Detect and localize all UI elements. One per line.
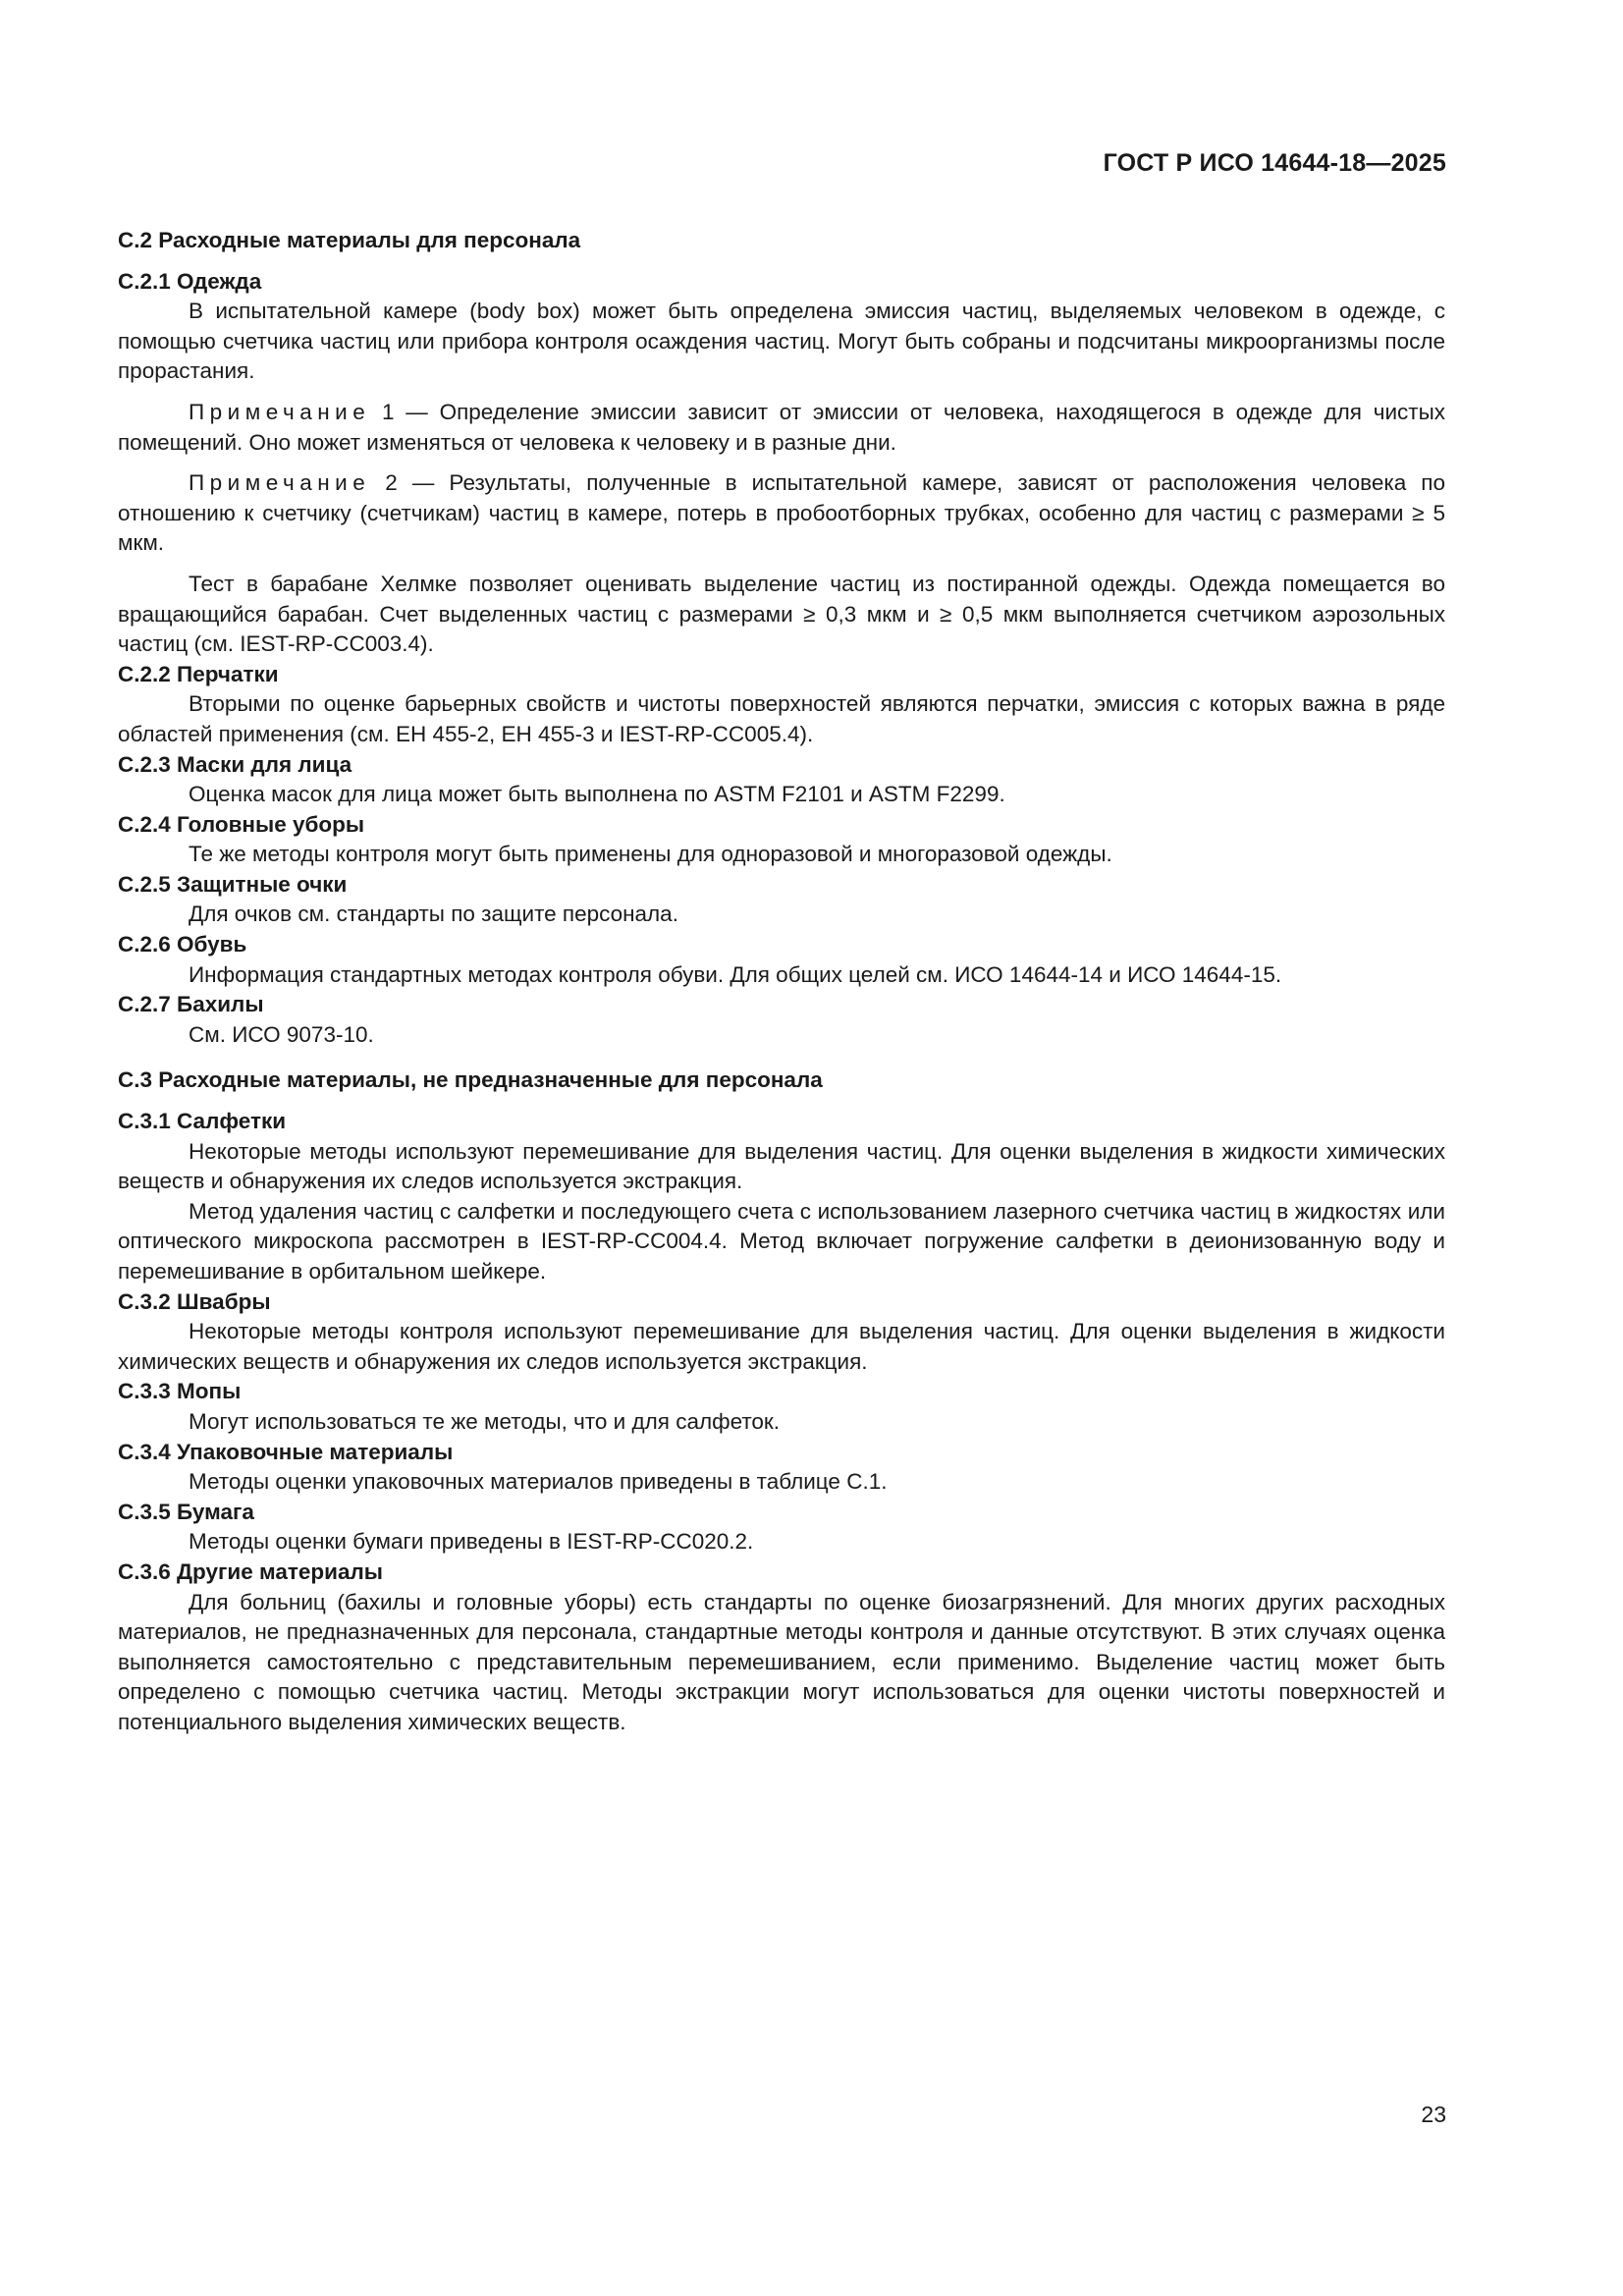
subsection-heading-c26: С.2.6 Обувь — [118, 932, 247, 957]
document-body — [118, 226, 1445, 1738]
paragraph-c23: Оценка масок для лица может быть выполнена по ASTM F2101 и ASTM F2299. — [189, 782, 1005, 807]
paragraph-c26: Информация стандартных методах контроля обуви. Для общих целей см. ИСО 14644-14 и ИСО 14644-15. — [189, 961, 1282, 987]
paragraph-c21-2: Тест в барабане Хелмке позволяет оценивать выделение частиц из постиранной одежды. Одежда помещается во вращающийся барабан. Счет выделенных частиц с размерами ≥ 0,3 мкм и ≥ 0,5 мкм выполняется счетчиком аэрозольных частиц (см. IEST-RP-CC003.4). — [118, 571, 1445, 657]
paragraph-c34: Методы оценки упаковочных материалов приведены в таблице С.1. — [189, 1469, 888, 1495]
note-2-text: 2 — Результаты, полученные в испытательной камере, зависят от расположения человека по отношению к счетчику (счетчикам) частиц в камере, потерь в пробоотборных трубках, особенно для частиц с размерами ≥ 5 мкм. — [118, 470, 1445, 556]
paragraph-c31-2: Метод удаления частиц с салфетки и последующего счета с использованием лазерного счетчика частиц в жидкостях или оптического микроскопа рассмотрен в IEST-RP-CC004.4. Метод включает погружение салфетки в деионизованную воду и перемешивание в орбитальном шейкере. — [118, 1198, 1445, 1284]
paragraph-c36: Для больниц (бахилы и головные уборы) есть стандарты по оценке биозагрязнений. Для многих других расходных материалов, не предназначенных для персонала, стандартные методы контроля и данные отсутствуют. В этих случаях оценка выполняется самостоятельно с представительным перемешиванием, если применимо. Выделение частиц может быть определено с помощью счетчика частиц. Методы экстракции могут использоваться для оценки чистоты поверхностей и потенциального выделения химических веществ. — [118, 1589, 1445, 1734]
subsection-heading-c24: С.2.4 Головные уборы — [118, 811, 365, 837]
page-number: 23 — [1421, 2102, 1446, 2127]
subsection-heading-c32: С.3.2 Швабры — [118, 1288, 271, 1314]
paragraph-c32: Некоторые методы контроля используют перемешивание для выделения частиц. Для оценки выделения в жидкости химических веществ и обнаружения их следов используется экстракция. — [118, 1319, 1445, 1374]
paragraph-c35: Методы оценки бумаги приведены в IEST-RP-CC020.2. — [189, 1529, 754, 1555]
section-heading-c3: С.3 Расходные материалы, не предназначенные для персонала — [118, 1067, 823, 1093]
subsection-heading-c36: С.3.6 Другие материалы — [118, 1558, 383, 1584]
paragraph-c27: См. ИСО 9073-10. — [189, 1021, 374, 1047]
subsection-heading-c35: С.3.5 Бумага — [118, 1499, 254, 1524]
note-1-label: Примечание — [189, 399, 371, 424]
note-2-label: Примечание — [189, 470, 371, 496]
note-1-text: 1 — Определение эмиссии зависит от эмиссии от человека, находящегося в одежде для чистых помещений. Оно может изменяться от человека к человеку и в разные дни. — [118, 399, 1445, 455]
paragraph-c22: Вторыми по оценке барьерных свойств и чистоты поверхностей являются перчатки, эмиссия с которых важна в ряде областей применения (см. ЕН 455-2, ЕН 455-3 и IEST-RP-CC005.4). — [118, 691, 1445, 746]
subsection-heading-c22: С.2.2 Перчатки — [118, 661, 279, 686]
paragraph-c25: Для очков см. стандарты по защите персонала. — [189, 902, 678, 927]
subsection-heading-c21: С.2.1 Одежда — [118, 268, 262, 294]
paragraph-c33: Могут использоваться те же методы, что и для салфеток. — [189, 1408, 781, 1434]
note-2 — [118, 468, 1445, 559]
subsection-heading-c25: С.2.5 Защитные очки — [118, 871, 348, 897]
paragraph-c31-1: Некоторые методы используют перемешивание для выделения частиц. Для оценки выделения в жидкости химических веществ и обнаружения их следов используется экстракция. — [118, 1138, 1445, 1194]
section-heading-c2: С.2 Расходные материалы для персонала — [118, 228, 581, 252]
note-1 — [118, 398, 1445, 458]
paragraph-c21-1: В испытательной камере (body box) может быть определена эмиссия частиц, выделяемых человеком в одежде, с помощью счетчика частиц или прибора контроля осаждения частиц. Могут быть собраны и подсчитаны микроорганизмы после прорастания. — [118, 299, 1445, 384]
subsection-heading-c27: С.2.7 Бахилы — [118, 992, 264, 1017]
subsection-heading-c31: С.3.1 Салфетки — [118, 1109, 287, 1134]
document-code: ГОСТ Р ИСО 14644-18—2025 — [1103, 149, 1446, 177]
subsection-heading-c33: С.3.3 Мопы — [118, 1379, 242, 1404]
subsection-heading-c23: С.2.3 Маски для лица — [118, 751, 352, 777]
subsection-heading-c34: С.3.4 Упаковочные материалы — [118, 1439, 454, 1464]
paragraph-c24: Те же методы контроля могут быть применены для одноразовой и многоразовой одежды. — [189, 842, 1112, 867]
